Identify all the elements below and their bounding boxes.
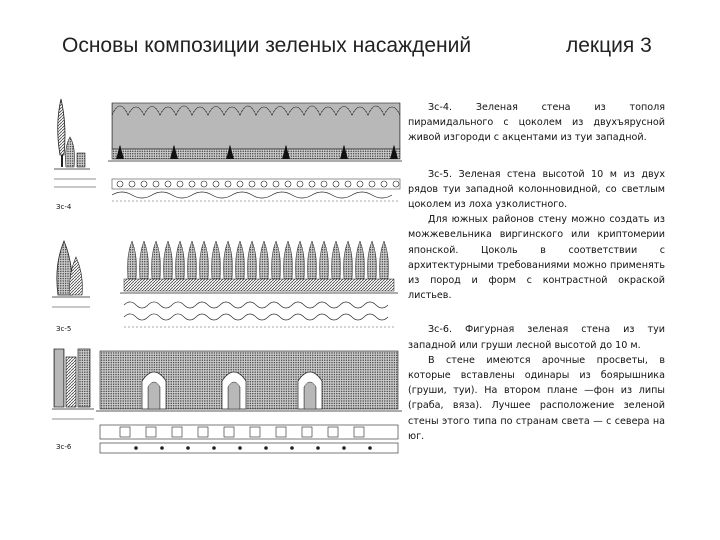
description-zs6-arches: В стене имеются арочные просветы, в которые вставлены одинары из боярышника (груши, туи). На втором плане —фон из липы (граба, вяза). Лучшее расположение зеленой стены этого типа по странам света — с севера на юг. [408,354,665,442]
slide-title: Основы композиции зеленых насаждений [62,34,472,57]
description-column [408,100,665,444]
lecture-number: лекция 3 [566,34,652,57]
section-zs5-drawing [52,241,398,333]
description-zs5: Зс-5. Зеленая стена высотой 10 м из двух рядов туи западной колонновидной, со светлым цоколем из лоха узколистного. [408,168,665,211]
description-zs6: Зс-6. Фигурная зеленая стена из туи западной или груши лесной высотой до 10 м. [408,324,665,351]
hedge-drawings-figure [50,95,408,465]
label-zs4: Зс-4 [56,203,72,211]
description-zs5-south: Для южных районов стену можно создать из можжевельника виргинского или криптомерии японской. Цоколь в соответствии с архитектурными требованиями можно применять из пород и форм с контрастной окраской листьев. [408,214,665,302]
section-zs6-drawing [52,349,402,453]
description-zs4: Зс-4. Зеленая стена из тополя пирамидального с цоколем из двухъярусной живой изгороди с акцентами из туи западной. [408,102,665,144]
section-zs4-drawing [54,99,402,211]
label-zs6: Зс-6 [56,443,72,451]
label-zs5: Зс-5 [56,325,72,333]
